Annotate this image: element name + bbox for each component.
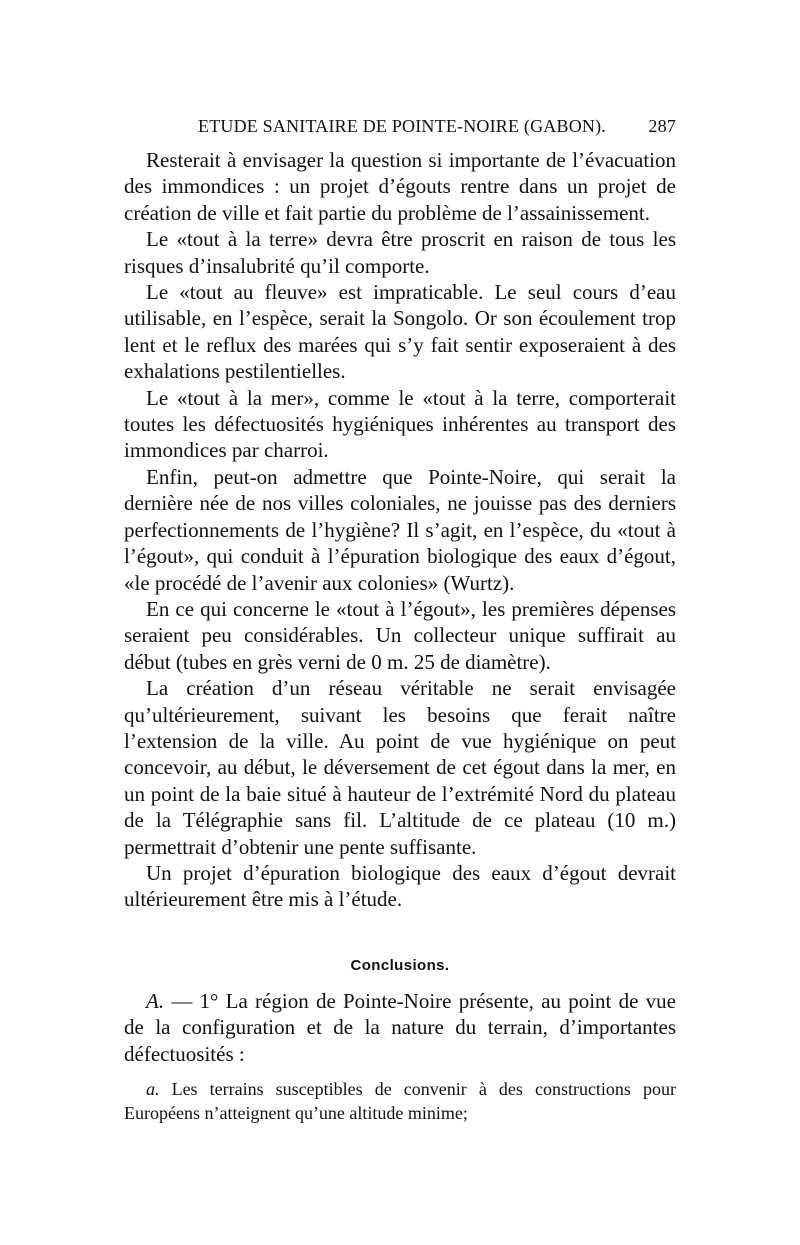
subitem-a xyxy=(124,1077,676,1125)
subitem-text: Les terrains susceptibles de convenir à des constructions pour Européens n’atteignent qu’une altitude minime; xyxy=(124,1079,676,1123)
subitem-letter: a. xyxy=(146,1079,160,1099)
paragraph-epuration: Un projet d’épuration biologique des eaux d’égout devrait ultérieurement être mis à l’étude. xyxy=(124,860,676,912)
paragraph-evacuation: Resterait à envisager la question si importante de l’évacuation des immondices : un projet d’égouts rentre dans un projet de création de ville et fait partie du problème de l’assainissement. xyxy=(124,148,676,225)
paragraph-tout-au-fleuve: Le «tout au fleuve» est impraticable. Le seul cours d’eau utilisable, en l’espèce, serait la Songolo. Or son écoulement trop lent et le reflux des marées qui s’y fait sentir exposeraient à des exhalations pestilentielles. xyxy=(124,280,676,384)
body-text xyxy=(124,147,676,913)
paragraph-tout-a-la-mer: Le «tout à la mer», comme le «tout à la terre, comporterait toutes les défectuosités hygiéniques inhérentes au transport des immondices par charroi. xyxy=(124,385,676,463)
paragraph-tout-a-la-terre: Le «tout à la terre» devra être proscrit en raison de tous les risques d’insalubrité qu’il comporte. xyxy=(124,227,676,278)
paragraph-collecteur: En ce qui concerne le «tout à l’égout», les premières dépenses seraient peu considérables. Un collecteur unique suffirait au début (tubes en grès verni de 0 m. 25 de diamètre). xyxy=(124,596,676,674)
conclusion-item-a xyxy=(124,988,676,1067)
conclusion-item-text: — 1° La région de Pointe-Noire présente, au point de vue de la configuration et de la nature du terrain, d’importantes défectuosités : xyxy=(124,989,676,1066)
running-head xyxy=(124,116,676,140)
section-heading: Conclusions. xyxy=(350,957,450,974)
paragraph-reseau: La création d’un réseau véritable ne serait envisagée qu’ultérieurement, suivant les besoins que ferait naître l’extension de la ville. Au point de vue hygiénique on peut concevoir, au début, le déversement de cet égout dans la mer, en un point de la baie situé à hauteur de l’extrémité Nord du plateau de la Télégraphie sans fil. L’altitude de ce plateau (10 m.) permettrait d’obtenir une pente suffisante. xyxy=(124,676,676,859)
paragraph-tout-a-l-egout: Enfin, peut-on admettre que Pointe-Noire, qui serait la dernière née de nos villes coloniales, ne jouisse pas des derniers perfectionnements de l’hygiène? Il s’agit, en l’espèce, du «tout à l’égout», qui conduit à l’épuration biologique des eaux d’égout, «le procédé de l’avenir aux colonies» (Wurtz). xyxy=(124,464,676,595)
page-number: 287 xyxy=(648,116,676,136)
conclusion-item-letter: A. xyxy=(146,989,165,1013)
running-head-title: ETUDE SANITAIRE DE POINTE-NOIRE (GABON). xyxy=(198,116,606,136)
